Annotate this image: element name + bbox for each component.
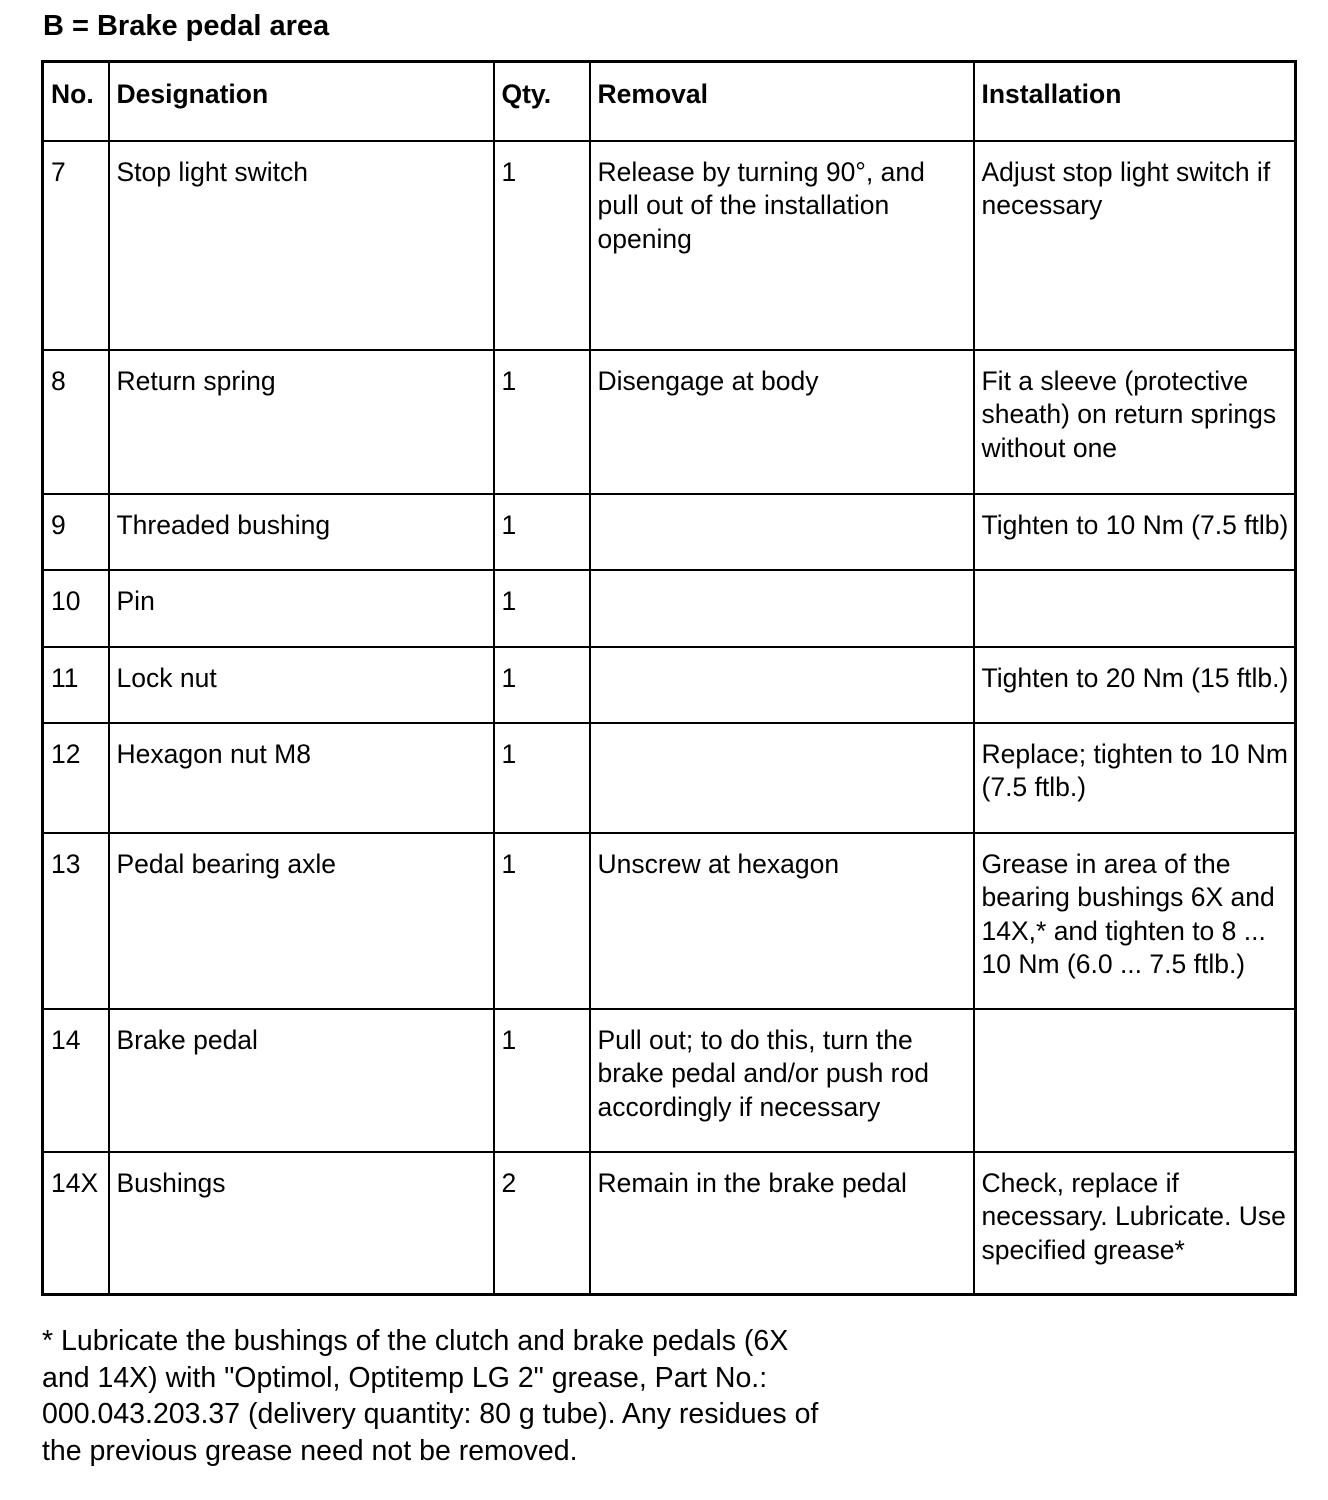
header-designation: Designation [109,62,494,141]
cell-designation: Bushings [109,1152,494,1295]
cell-removal: Disengage at body [590,350,974,494]
header-removal: Removal [590,62,974,141]
cell-no: 12 [43,723,109,833]
table-row [43,647,1296,723]
cell-no: 14 [43,1009,109,1152]
cell-removal [590,647,974,723]
header-installation: Installation [974,62,1296,141]
cell-installation: Grease in area of the bearing bushings 6X and 14X,* and tighten to 8 ... 10 Nm (6.0 ... 7.5 ftlb.) [974,833,1296,1009]
cell-installation: Adjust stop light switch if necessary [974,141,1296,350]
cell-qty: 1 [494,141,590,350]
cell-no: 8 [43,350,109,494]
cell-no: 10 [43,570,109,647]
table-row [43,350,1296,494]
cell-installation: Replace; tighten to 10 Nm (7.5 ftlb.) [974,723,1296,833]
cell-removal [590,494,974,570]
table-header-row [43,62,1296,141]
cell-removal [590,723,974,833]
cell-installation [974,570,1296,647]
cell-no: 9 [43,494,109,570]
table-row [43,494,1296,570]
table-row [43,723,1296,833]
cell-installation: Check, replace if necessary. Lubricate. Use specified grease* [974,1152,1296,1295]
cell-qty: 1 [494,350,590,494]
cell-qty: 1 [494,647,590,723]
cell-qty: 2 [494,1152,590,1295]
cell-qty: 1 [494,833,590,1009]
table-row [43,833,1296,1009]
cell-installation: Fit a sleeve (protective sheath) on return springs without one [974,350,1296,494]
table-row [43,1009,1296,1152]
cell-removal: Release by turning 90°, and pull out of the installation opening [590,141,974,350]
footnote: * Lubricate the bushings of the clutch and brake pedals (6X and 14X) with "Optimol, Optitemp LG 2" grease, Part No.: 000.043.203.37 (delivery quantity: 80 g tube). Any residues of the previous grease need not be removed. [42,1325,819,1467]
cell-removal [590,570,974,647]
header-qty: Qty. [494,62,590,141]
cell-removal: Remain in the brake pedal [590,1152,974,1295]
cell-installation: Tighten to 10 Nm (7.5 ftlb) [974,494,1296,570]
cell-designation: Pedal bearing axle [109,833,494,1009]
table-row [43,570,1296,647]
cell-no: 11 [43,647,109,723]
page-title: B = Brake pedal area [43,10,330,42]
cell-qty: 1 [494,1009,590,1152]
cell-qty: 1 [494,570,590,647]
cell-qty: 1 [494,494,590,570]
header-no: No. [43,62,109,141]
cell-removal: Unscrew at hexagon [590,833,974,1009]
table-row [43,141,1296,350]
parts-table [41,60,1297,1296]
cell-installation: Tighten to 20 Nm (15 ftlb.) [974,647,1296,723]
cell-designation: Threaded bushing [109,494,494,570]
cell-qty: 1 [494,723,590,833]
cell-designation: Brake pedal [109,1009,494,1152]
table-row [43,1152,1296,1295]
cell-no: 14X [43,1152,109,1295]
cell-designation: Hexagon nut M8 [109,723,494,833]
cell-designation: Return spring [109,350,494,494]
cell-removal: Pull out; to do this, turn the brake pedal and/or push rod accordingly if necessary [590,1009,974,1152]
cell-designation: Pin [109,570,494,647]
cell-designation: Stop light switch [109,141,494,350]
cell-no: 7 [43,141,109,350]
cell-designation: Lock nut [109,647,494,723]
cell-no: 13 [43,833,109,1009]
cell-installation [974,1009,1296,1152]
